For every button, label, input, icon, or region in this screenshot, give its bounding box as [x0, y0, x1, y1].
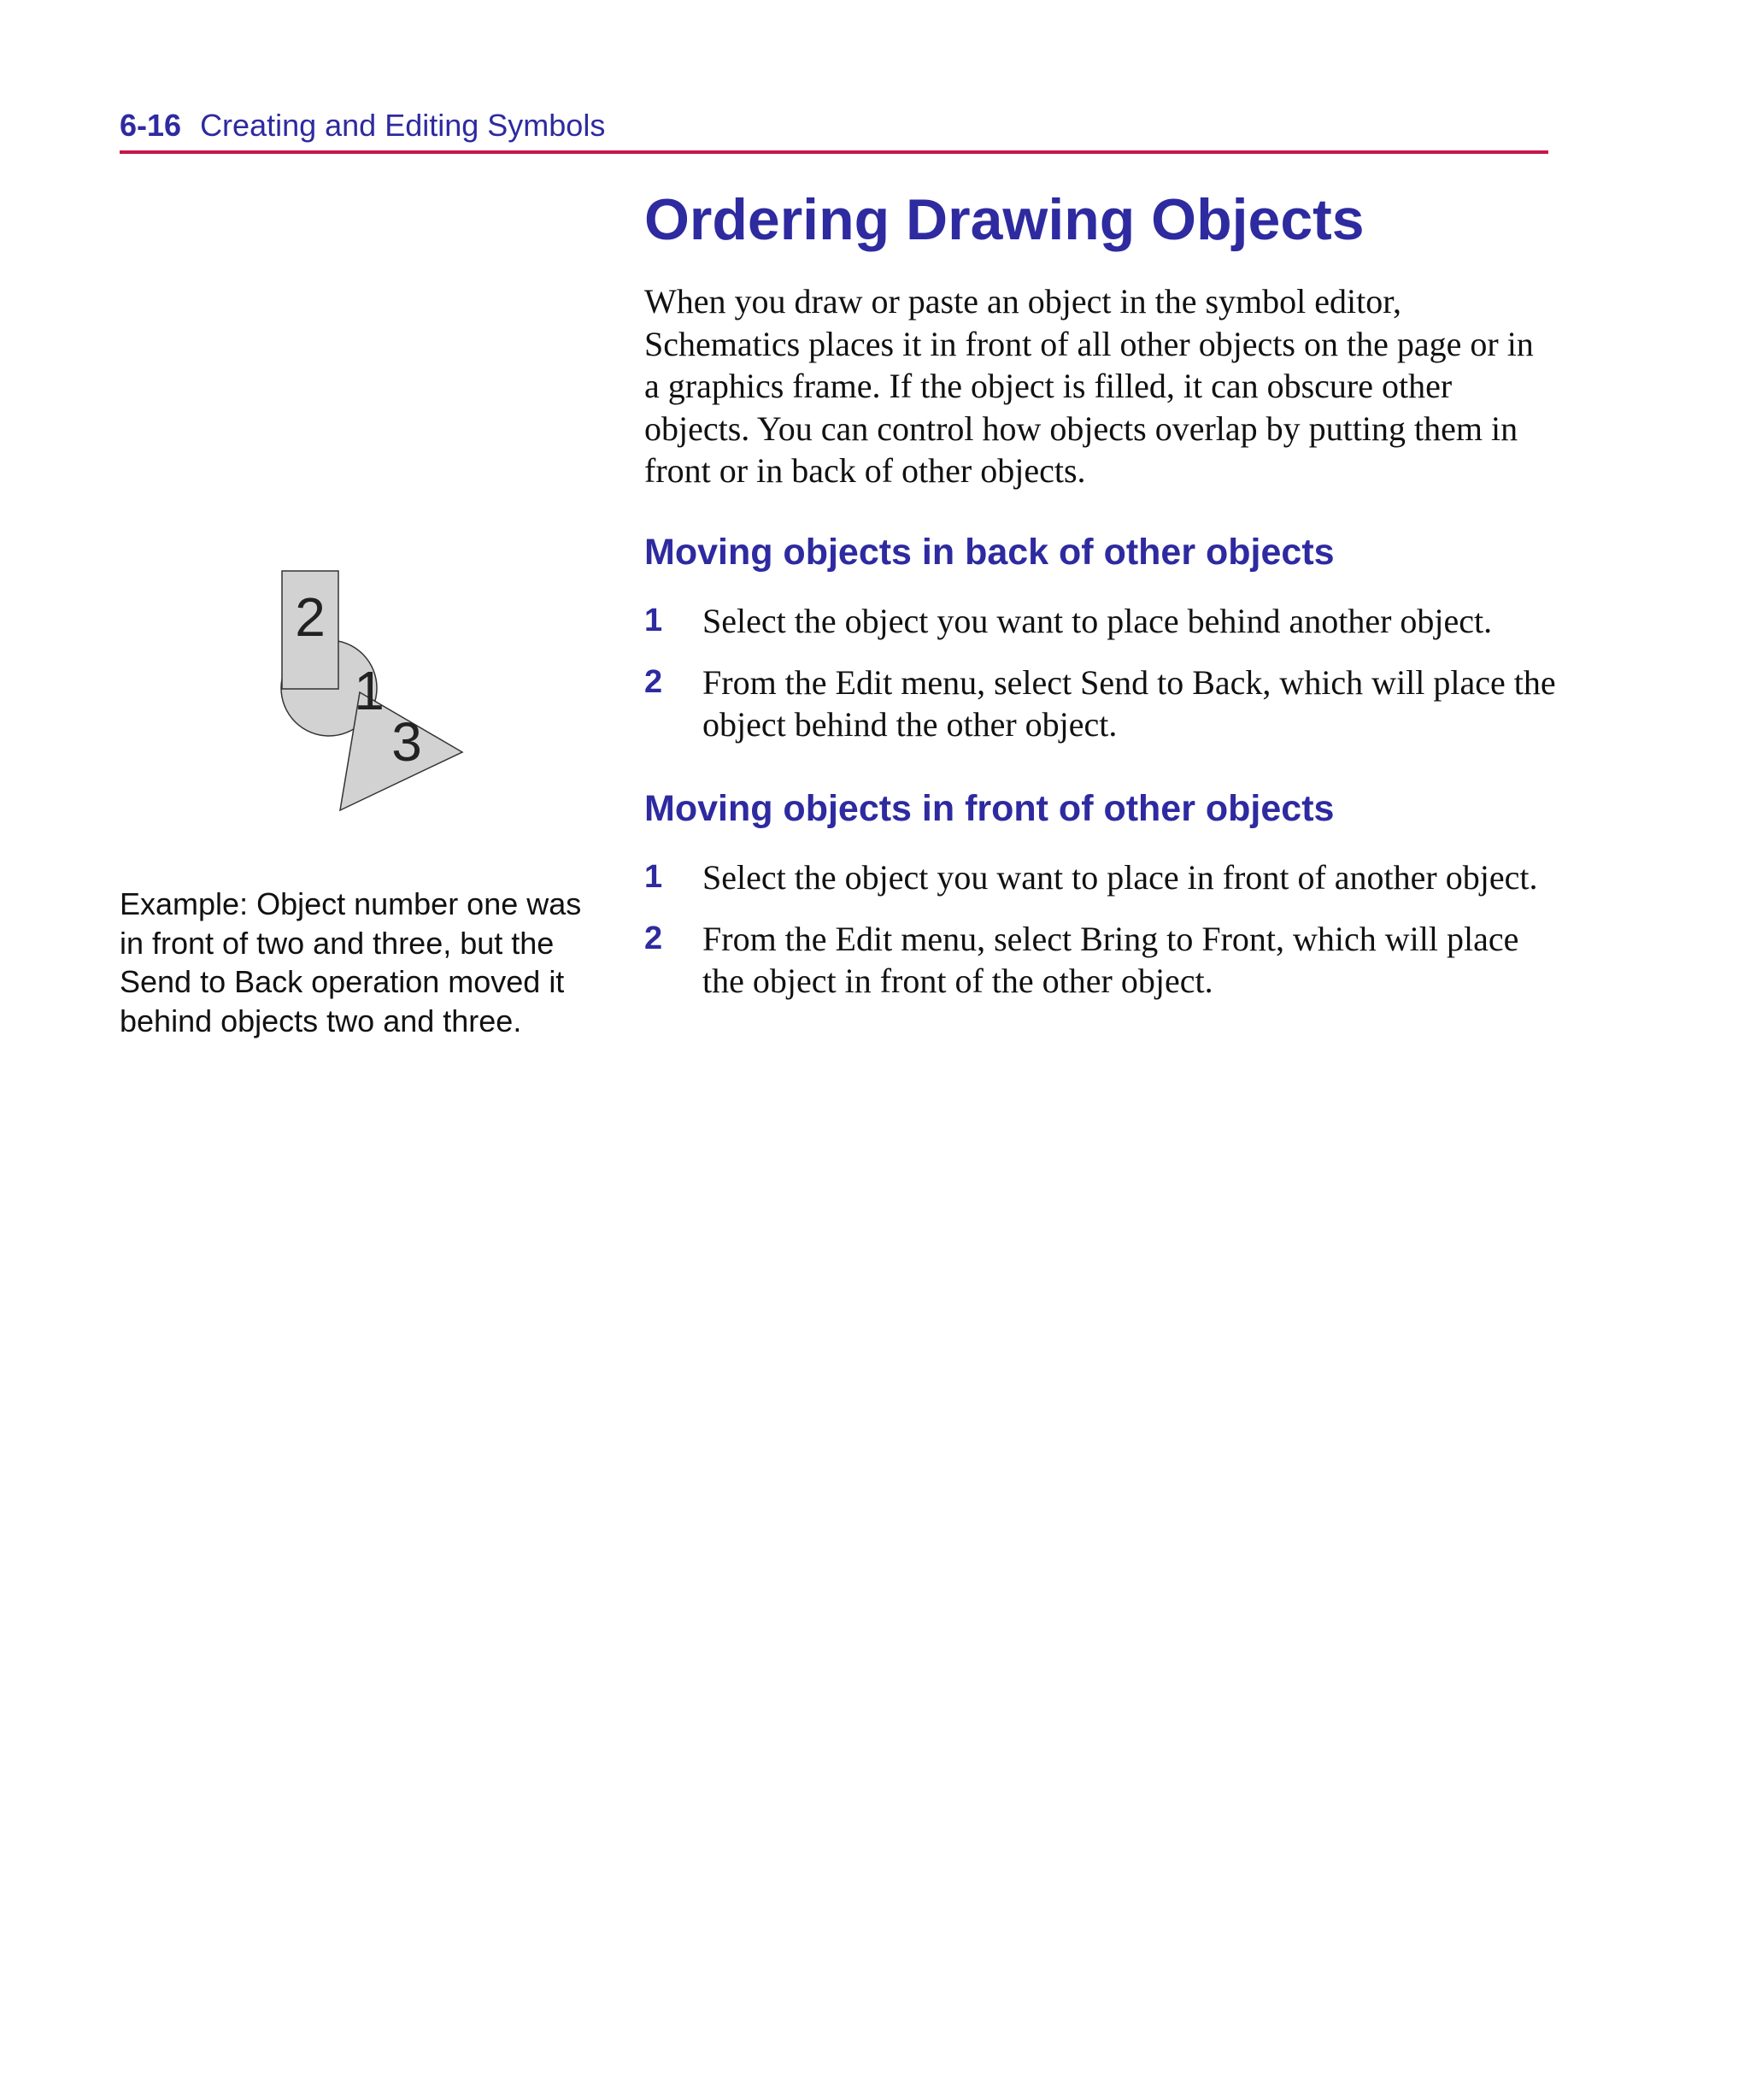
- circle-label: 1: [354, 660, 385, 721]
- triangle-label: 3: [391, 711, 422, 773]
- steps-send-to-back: [644, 600, 1567, 765]
- section-heading-bring-to-front: Moving objects in front of other objects: [644, 788, 1335, 829]
- step-number: 1: [644, 859, 663, 895]
- step-text: From the Edit menu, select Bring to Front, which will place the object in front of the other object.: [702, 919, 1519, 1000]
- step-item: [644, 600, 1567, 643]
- running-header: [120, 108, 605, 144]
- step-text: Select the object you want to place in front of another object.: [702, 858, 1538, 897]
- page-number: 6-16: [120, 108, 182, 143]
- step-text: From the Edit menu, select Send to Back, which will place the object behind the other object.: [702, 662, 1556, 744]
- overlap-example-figure: [272, 566, 468, 815]
- section-heading-send-to-back: Moving objects in back of other objects: [644, 532, 1335, 573]
- header-rule: [120, 150, 1548, 154]
- step-number: 2: [644, 663, 663, 700]
- step-item: [644, 662, 1567, 746]
- page-title: Ordering Drawing Objects: [644, 187, 1365, 252]
- figure-caption: Example: Object number one was in front of two and three, but the Send to Back operation moved it behind objects two and three.: [120, 886, 582, 1038]
- rect-label: 2: [295, 586, 326, 648]
- intro-paragraph: When you draw or paste an object in the symbol editor, Schematics places it in front of all other objects on the page or in a graphics frame. If the object is filled, it can obscure other objects. You can control how objects overlap by putting them in front or in back of other objects.: [644, 282, 1534, 490]
- steps-bring-to-front: [644, 856, 1567, 1021]
- step-number: 2: [644, 920, 663, 956]
- step-item: [644, 918, 1567, 1003]
- step-item: [644, 856, 1567, 899]
- section-title: Creating and Editing Symbols: [200, 108, 606, 143]
- step-text: Select the object you want to place behind another object.: [702, 602, 1493, 640]
- step-number: 1: [644, 603, 663, 638]
